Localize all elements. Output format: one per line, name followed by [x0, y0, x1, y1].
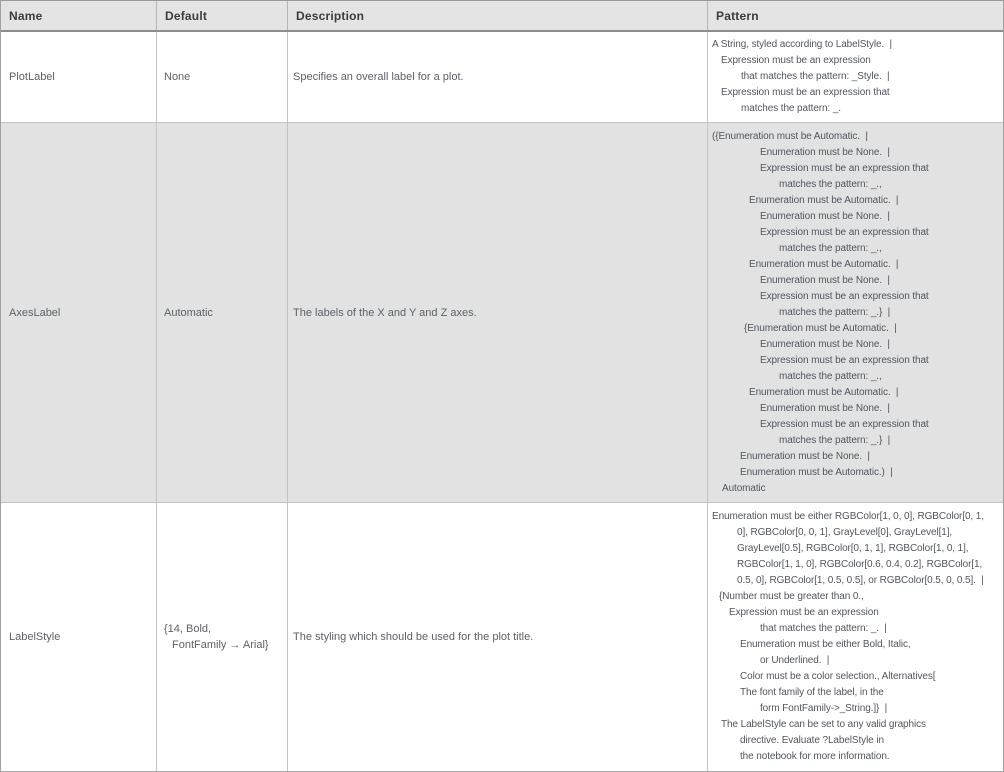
pattern-line: The font family of the label, in the	[740, 687, 884, 698]
pattern-line: Expression must be an expression that	[760, 290, 929, 302]
column-header-description: Description	[288, 1, 708, 30]
pattern-line: Enumeration must be None. |	[760, 274, 890, 286]
pattern-line: matches the pattern: _.,	[779, 242, 882, 254]
cell-pattern	[708, 123, 1003, 502]
pattern-line: ({Enumeration must be Automatic. |	[712, 130, 868, 142]
column-header-default: Default	[157, 1, 288, 30]
column-header-pattern: Pattern	[716, 8, 759, 23]
pattern-line: directive. Evaluate ?LabelStyle in	[740, 735, 884, 746]
pattern-line: 0], RGBColor[0, 0, 1], GrayLevel[0], GrayLevel[1],	[737, 527, 953, 538]
pattern-line: Enumeration must be either Bold, Italic,	[740, 639, 911, 650]
pattern-line: matches the pattern: _.} |	[779, 306, 891, 318]
cell-name: LabelStyle	[1, 503, 157, 771]
table-body	[1, 32, 1003, 771]
pattern-line: Expression must be an expression	[721, 55, 871, 66]
cell-description: The labels of the X and Y and Z axes.	[288, 123, 708, 502]
pattern-line: Enumeration must be None. |	[760, 338, 890, 350]
pattern-line: matches the pattern: _.} |	[779, 434, 891, 446]
pattern-line: Enumeration must be Automatic. |	[749, 386, 899, 398]
pattern-line: form FontFamily->_String.]} |	[760, 703, 888, 714]
pattern-line: Enumeration must be None. |	[760, 146, 890, 158]
cell-name: AxesLabel	[1, 123, 157, 502]
cell-description: Specifies an overall label for a plot.	[288, 32, 708, 122]
pattern-line: Expression must be an expression that	[760, 354, 929, 366]
pattern-line: {Enumeration must be Automatic. |	[744, 322, 897, 334]
pattern-line: Color must be a color selection., Alternatives[	[740, 671, 936, 682]
table-header-row	[1, 1, 1003, 32]
pattern-line: Expression must be an expression that	[760, 418, 929, 430]
pattern-line: The LabelStyle can be set to any valid graphics	[721, 719, 926, 730]
pattern-line: or Underlined. |	[760, 655, 830, 666]
cell-description: The styling which should be used for the plot title.	[288, 503, 708, 771]
pattern-line: Enumeration must be Automatic.) |	[740, 466, 893, 478]
pattern-line: Enumeration must be None. |	[760, 402, 890, 414]
table-row	[1, 32, 1003, 123]
pattern-line: 0.5, 0], RGBColor[1, 0.5, 0.5], or RGBColor[0.5, 0, 0.5]. |	[737, 575, 984, 586]
pattern-line: {Number must be greater than 0.,	[719, 591, 864, 602]
cell-default	[157, 503, 288, 771]
column-header-name: Name	[1, 1, 157, 30]
cell-name: PlotLabel	[1, 32, 157, 122]
pattern-line: matches the pattern: _.,	[779, 370, 882, 382]
cell-default	[157, 123, 288, 502]
pattern-line: Enumeration must be either RGBColor[1, 0, 0], RGBColor[0, 1,	[712, 511, 984, 522]
pattern-line: Expression must be an expression that	[721, 87, 890, 98]
default-line: Automatic	[164, 306, 213, 319]
pattern-line: Expression must be an expression	[729, 607, 879, 618]
pattern-line: A String, styled according to LabelStyle. |	[712, 39, 892, 50]
default-line: None	[164, 71, 191, 83]
pattern-line: matches the pattern: _.,	[779, 178, 882, 190]
pattern-line: GrayLevel[0.5], RGBColor[0, 1, 1], RGBColor[1, 0, 1],	[737, 543, 969, 554]
pattern-line: Enumeration must be Automatic. |	[749, 194, 899, 206]
table-row	[1, 503, 1003, 771]
default-line: FontFamily → Arial}	[172, 639, 269, 651]
table-row	[1, 123, 1003, 503]
pattern-line: that matches the pattern: _Style. |	[741, 71, 890, 82]
default-line: {14, Bold,	[164, 623, 212, 635]
pattern-line: the notebook for more information.	[740, 751, 890, 762]
pattern-line: Enumeration must be None. |	[740, 450, 870, 462]
pattern-line: Expression must be an expression that	[760, 162, 929, 174]
pattern-line: matches the pattern: _.	[741, 103, 841, 114]
cell-pattern	[708, 32, 1003, 122]
pattern-line: that matches the pattern: _. |	[760, 623, 887, 634]
pattern-line: Automatic	[722, 482, 766, 494]
pattern-line: Enumeration must be Automatic. |	[749, 258, 899, 270]
pattern-line: Enumeration must be None. |	[760, 210, 890, 222]
cell-pattern	[708, 503, 1003, 771]
cell-default	[157, 32, 288, 122]
pattern-line: RGBColor[1, 1, 0], RGBColor[0.6, 0.4, 0.2], RGBColor[1,	[737, 559, 983, 570]
pattern-line: Expression must be an expression that	[760, 226, 929, 238]
